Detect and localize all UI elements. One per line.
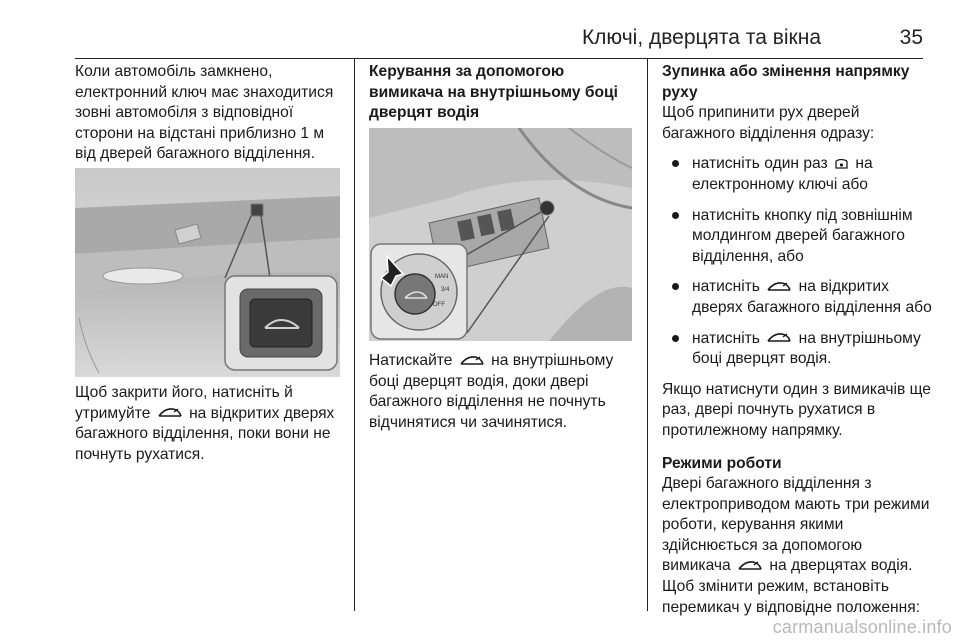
- press-text-before: Натискайте: [369, 352, 453, 369]
- tailgate-drawing: [75, 168, 340, 377]
- key-fob-tailgate-icon: [834, 157, 849, 171]
- tailgate-open-icon: [766, 331, 792, 345]
- column-divider-1: [354, 58, 355, 611]
- stop-intro: Щоб припинити рух дверей багажного відділення одразу:: [662, 104, 875, 142]
- tailgate-open-icon: [157, 406, 183, 420]
- bullet2-text: натисніть кнопку під зовнішнім молдингом дверей багажного відділення, або: [692, 206, 913, 265]
- bullet4-text-after: на внутрішньому боці дверцят водія.: [692, 329, 921, 368]
- chapter-title: Ключі, дверцята та вікна: [581, 26, 821, 49]
- modes-text-after: на дверцятах водія. Щоб змінити режим, встановіть перемикач у відповідне положення:: [662, 557, 921, 616]
- driver-door-drawing: [369, 128, 632, 341]
- stop-methods-list: [662, 154, 932, 369]
- bullet4-text-before: натисніть: [692, 329, 760, 347]
- close-instruction: [75, 383, 347, 465]
- list-item: [662, 154, 932, 195]
- close-text-before: Щоб закрити його, натисніть й утримуйте: [75, 384, 293, 422]
- list-item: [662, 329, 932, 370]
- modes-text-before: Двері багажного відділення з електроприводом мають три режими роботи, керування якими здійснюється за допомогою вимикача: [662, 475, 930, 575]
- close-text-after: на відкритих дверях багажного відділення, поки вони не почнуть рухатися.: [75, 404, 335, 463]
- column-1-lower: [75, 383, 347, 465]
- tailgate-open-icon: [459, 354, 485, 368]
- tailgate-switch-illustration: [75, 168, 340, 377]
- column-2: [369, 62, 641, 124]
- page-number: 35: [899, 26, 923, 49]
- driver-switch-heading: Керування за допомогою вимикача на внутрішньому боці дверцят водія: [369, 63, 618, 122]
- knob-label-off: OFF: [433, 302, 445, 308]
- tailgate-open-icon: [766, 280, 792, 294]
- column-divider-2: [647, 58, 648, 611]
- column-2-lower: [369, 351, 641, 433]
- modes-heading: Режими роботи: [662, 454, 782, 472]
- bullet1-text-after: на електронному ключі або: [692, 155, 873, 193]
- list-item: [662, 277, 932, 318]
- bullet3-text-before: натисніть: [692, 278, 760, 296]
- knob-label-three-quarter: 3/4: [441, 287, 450, 293]
- bullet1-text-before: натисніть один раз: [692, 155, 828, 173]
- stop-heading: Зупинка або змінення напрямку руху: [662, 63, 910, 101]
- column-1: [75, 62, 347, 165]
- knob-label-man: MAN: [435, 274, 449, 280]
- tailgate-open-icon: [737, 559, 763, 573]
- modes-paragraph: [662, 474, 932, 618]
- bullet3-text-after: на відкритих дверях багажного відділення або: [692, 278, 932, 316]
- intro-paragraph: Коли автомобіль замкнено, електронний ключ має знаходитися зовні автомобіля з відповідної сторони на відстані приблизно 1 м від дверей багажного відділення.: [75, 63, 334, 163]
- press-text-after: на внутрішньому боці дверцят водія, доки двері багажного відділення не почнуть відчинятися чи зачинятися.: [369, 352, 614, 431]
- column-3: [662, 62, 932, 618]
- press-instruction: [369, 351, 641, 433]
- driver-door-switch-illustration: [369, 128, 632, 341]
- reverse-paragraph: Якщо натиснути один з вимикачів ще раз, двері почнуть рухатися в протилежному напрямку.: [662, 380, 931, 439]
- watermark: carmanualsonline.info: [772, 617, 952, 637]
- list-item: [662, 206, 932, 268]
- page-header: [75, 0, 923, 59]
